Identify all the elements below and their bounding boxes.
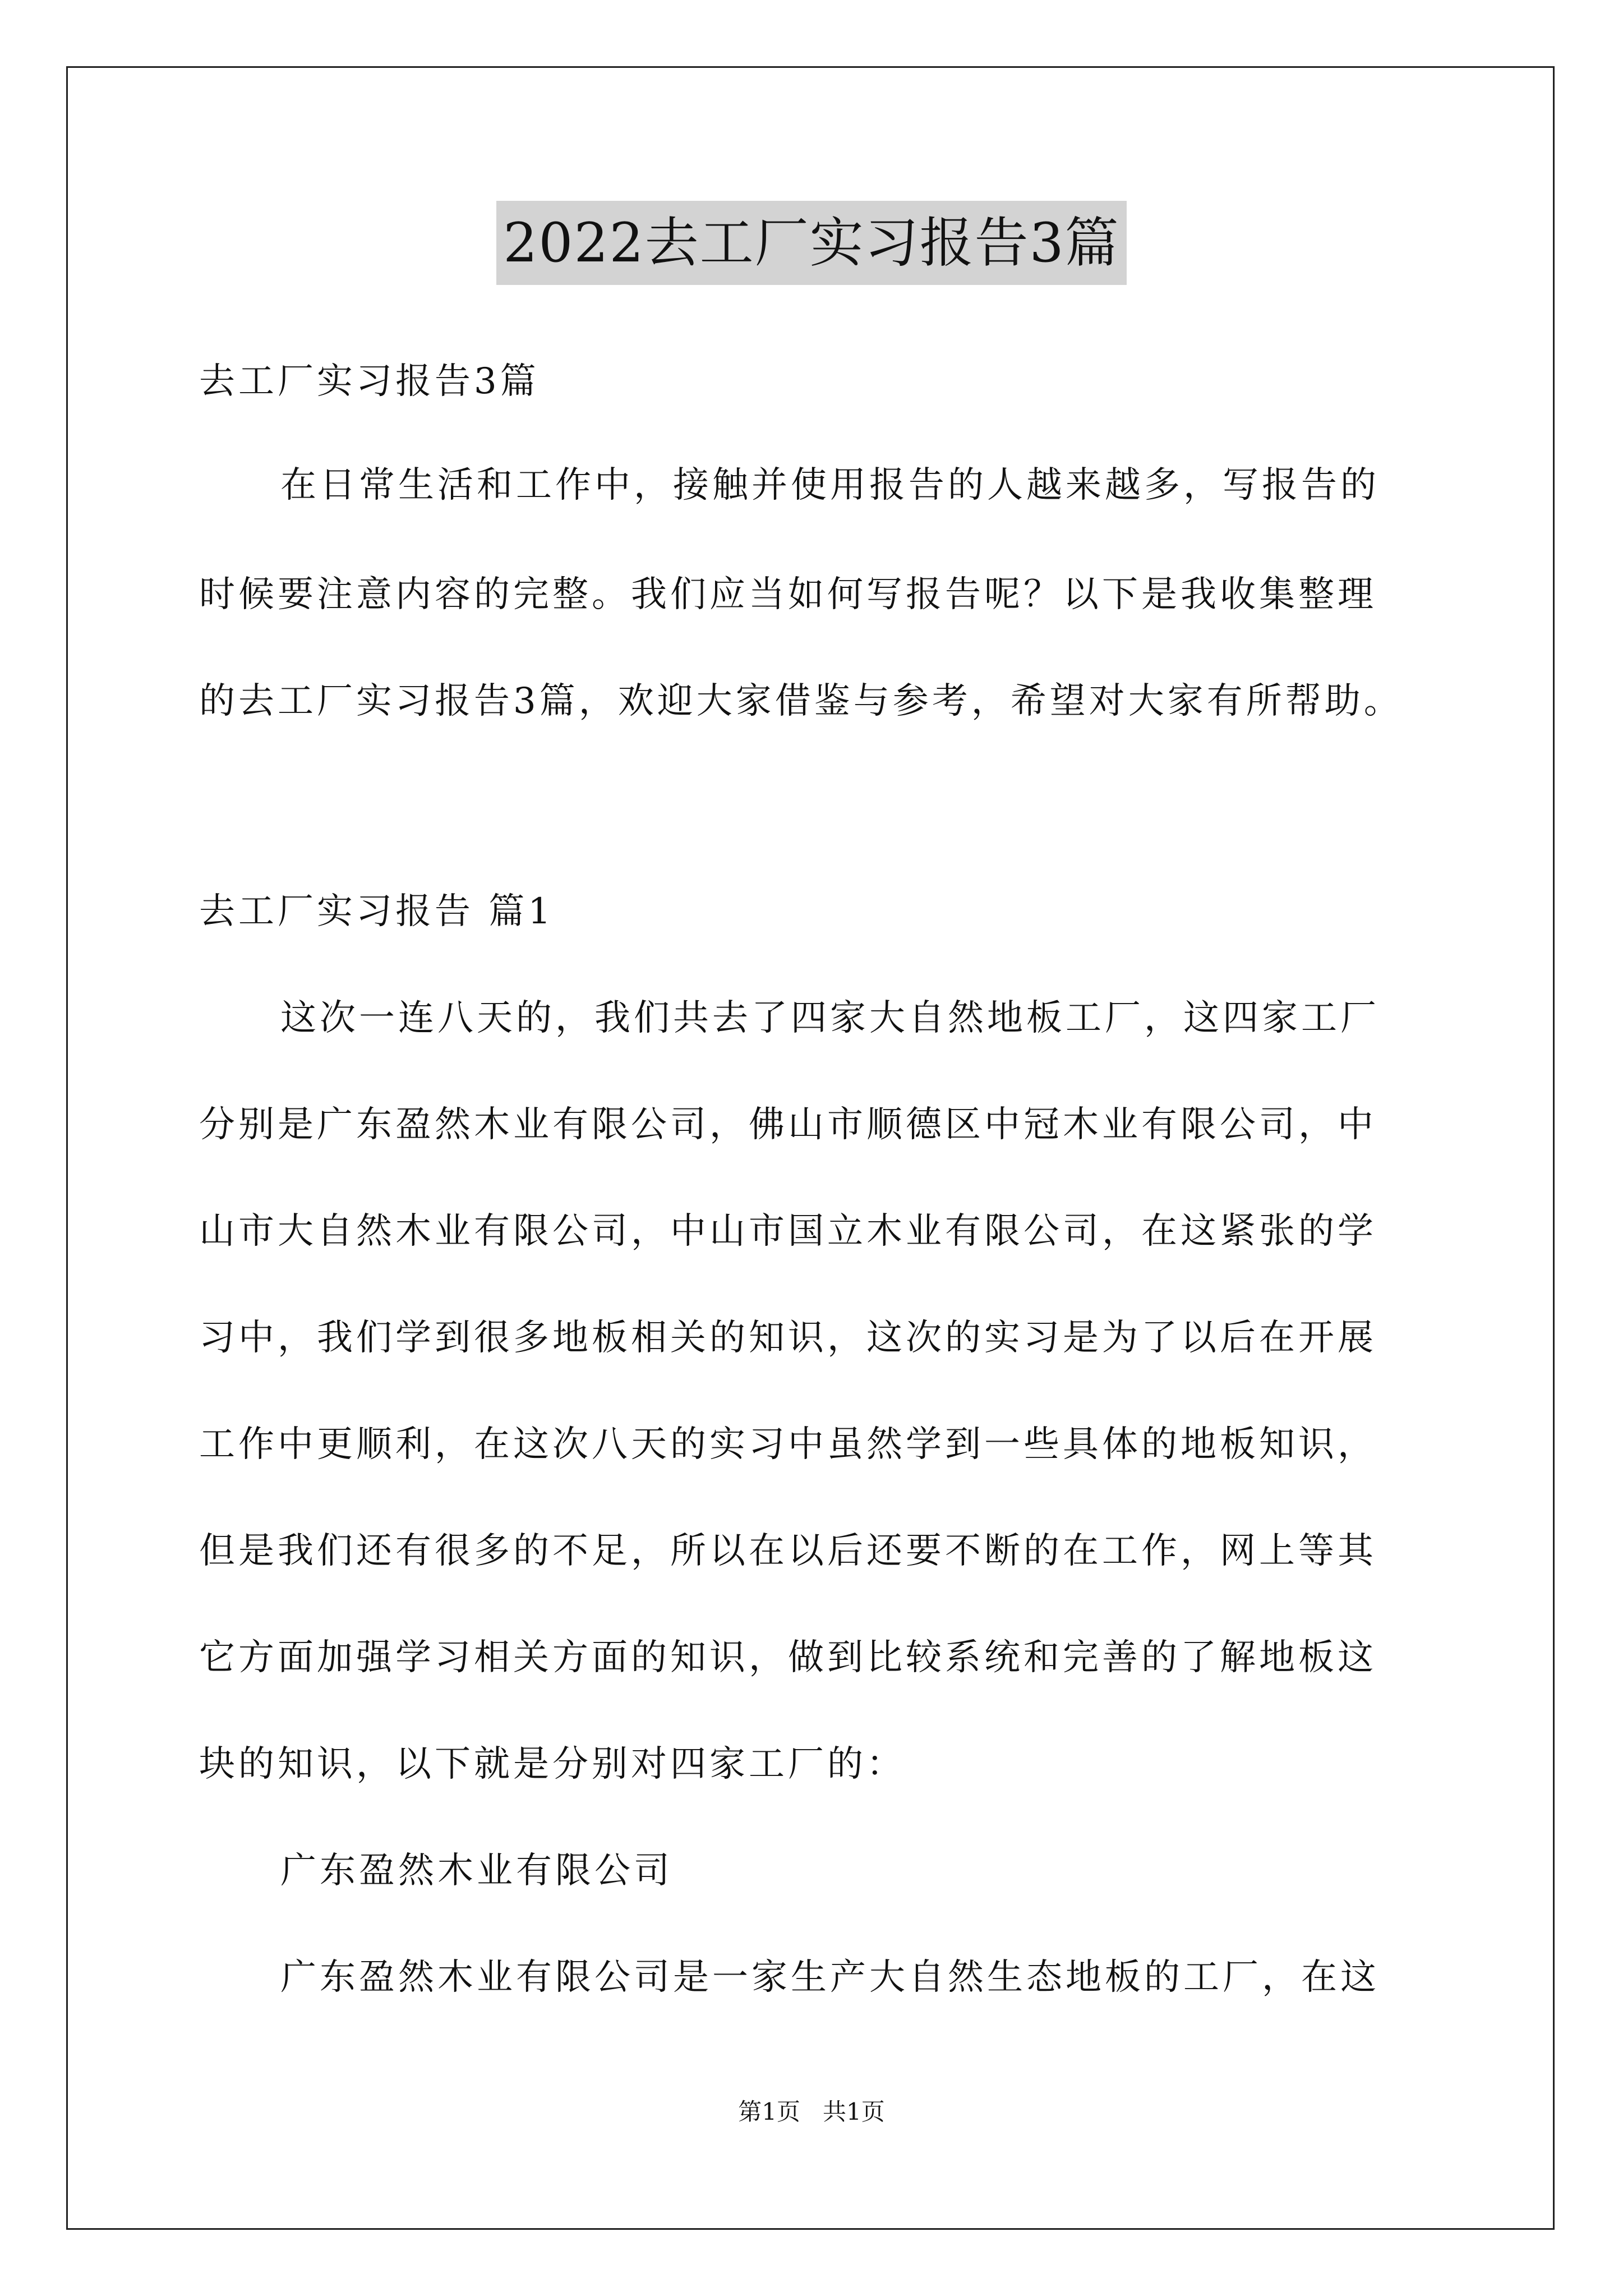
company-line: 广东盈然木业有限公司是一家生产大自然生态地板的工厂，在这 xyxy=(280,1957,1380,1998)
page-footer: 第1页 共1页 xyxy=(738,2098,885,2125)
body-line-2: 分别是广东盈然木业有限公司，佛山市顺德区中冠木业有限公司，中 xyxy=(199,1104,1377,1145)
title-wrapper xyxy=(0,201,1623,285)
body-line-6: 但是我们还有很多的不足，所以在以后还要不断的在工作，网上等其 xyxy=(199,1530,1377,1572)
body-line-1: 这次一连八天的，我们共去了四家大自然地板工厂，这四家工厂 xyxy=(280,997,1380,1039)
document-title: 2022去工厂实习报告3篇 xyxy=(496,201,1126,285)
body-line-3: 山市大自然木业有限公司，中山市国立木业有限公司，在这紧张的学 xyxy=(199,1211,1377,1252)
body-line-4: 习中，我们学到很多地板相关的知识，这次的实习是为了以后在开展 xyxy=(199,1317,1377,1359)
body-line-8: 块的知识，以下就是分别对四家工厂的： xyxy=(199,1743,906,1785)
body-line-7: 它方面加强学习相关方面的知识，做到比较系统和完善的了解地板这 xyxy=(199,1637,1377,1678)
company-heading: 广东盈然木业有限公司 xyxy=(280,1850,673,1892)
intro-line-1: 在日常生活和工作中，接触并使用报告的人越来越多，写报告的 xyxy=(280,464,1380,506)
document-subtitle: 去工厂实习报告3篇 xyxy=(199,361,540,402)
section-heading: 去工厂实习报告 篇1 xyxy=(199,891,555,932)
intro-line-2: 时候要注意内容的完整。我们应当如何写报告呢？以下是我收集整理 xyxy=(199,574,1377,615)
body-line-5: 工作中更顺利，在这次八天的实习中虽然学到一些具体的地板知识， xyxy=(199,1424,1377,1465)
intro-line-3: 的去工厂实习报告3篇，欢迎大家借鉴与参考，希望对大家有所帮助。 xyxy=(199,680,1403,722)
